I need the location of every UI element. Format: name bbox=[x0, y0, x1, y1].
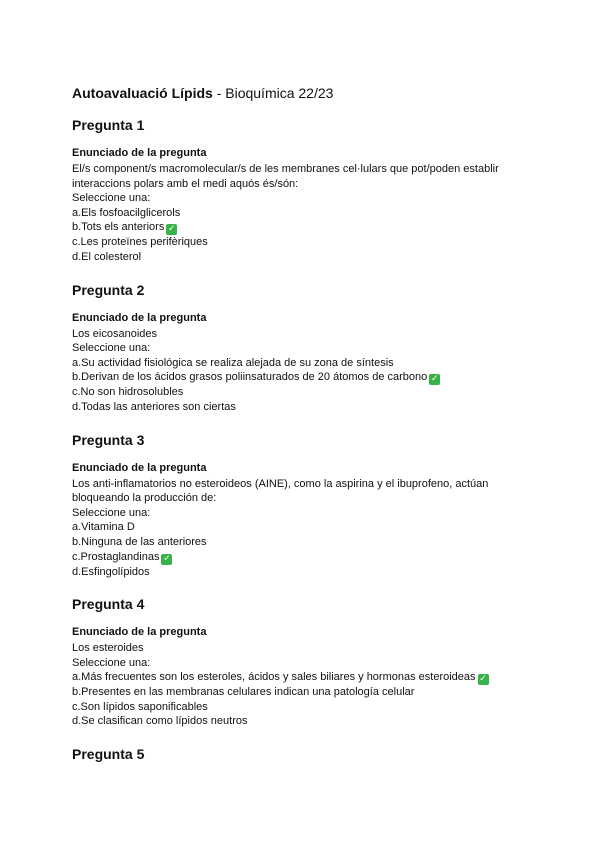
answer-option-text: c.No son hidrosolubles bbox=[72, 386, 184, 399]
answer-option bbox=[72, 206, 542, 221]
answer-option bbox=[72, 220, 542, 235]
answer-option bbox=[72, 250, 542, 265]
check-mark-icon: ✓ bbox=[163, 553, 171, 564]
check-mark-icon: ✓ bbox=[431, 374, 439, 385]
answer-option bbox=[72, 714, 542, 729]
answer-option bbox=[72, 550, 542, 565]
answer-option-text: c.Son lípidos saponificables bbox=[72, 700, 208, 713]
statement-text: bloqueando la producción de: bbox=[72, 492, 217, 505]
answer-option-text: b.Tots els anteriors bbox=[72, 221, 165, 234]
question-block bbox=[72, 281, 542, 431]
answer-option bbox=[72, 235, 542, 250]
question-block bbox=[72, 431, 542, 596]
answer-option-text: d.El colesterol bbox=[72, 250, 142, 263]
question-heading: Pregunta 2 bbox=[72, 281, 145, 298]
answer-option-text: b.Ninguna de las anteriores bbox=[72, 535, 207, 548]
answer-option-text: d.Todas las anteriores son ciertas bbox=[72, 400, 236, 413]
statement-text: Los anti-inflamatorios no esteroideos (AINE), como la aspirina y el ibuprofeno, actúan bbox=[72, 477, 489, 490]
answer-option-text: d.Esfingolípidos bbox=[72, 565, 150, 578]
document-title-main: Autoavaluació Lípids bbox=[72, 85, 213, 101]
questions-list bbox=[72, 116, 542, 763]
document-title bbox=[72, 84, 542, 102]
statement-text: interaccions polars amb el medi aquós és/són: bbox=[72, 177, 299, 190]
statement-text: Los esteroides bbox=[72, 642, 144, 655]
answer-option-text: a.Su actividad fisiológica se realiza alejada de su zona de síntesis bbox=[72, 356, 394, 369]
answer-option-text: b.Derivan de los ácidos grasos poliinsaturados de 20 átomos de carbono bbox=[72, 371, 428, 384]
question-block bbox=[72, 116, 542, 281]
answer-option bbox=[72, 400, 542, 415]
answer-option-text: a.Els fosfoacilglicerols bbox=[72, 206, 181, 219]
answer-option bbox=[72, 370, 542, 385]
answer-option bbox=[72, 670, 542, 685]
document-page bbox=[72, 84, 542, 775]
select-one-label: Seleccione una: bbox=[72, 656, 151, 669]
answer-option-text: c.Les proteïnes perifèriques bbox=[72, 236, 208, 249]
answer-option bbox=[72, 356, 542, 371]
answer-option bbox=[72, 385, 542, 400]
answer-option bbox=[72, 520, 542, 535]
answer-option-text: b.Presentes en las membranas celulares indican una patología celular bbox=[72, 686, 415, 699]
check-mark-icon: ✓ bbox=[168, 224, 176, 235]
answer-option-text: d.Se clasifican como lípidos neutros bbox=[72, 715, 248, 728]
answer-option bbox=[72, 700, 542, 715]
statement-label: Enunciado de la pregunta bbox=[72, 626, 207, 639]
question-heading: Pregunta 4 bbox=[72, 596, 145, 613]
statement-label: Enunciado de la pregunta bbox=[72, 311, 207, 324]
select-one-label: Seleccione una: bbox=[72, 342, 151, 355]
answer-option-text: a.Vitamina D bbox=[72, 521, 135, 534]
select-one-label: Seleccione una: bbox=[72, 192, 151, 205]
select-one-label: Seleccione una: bbox=[72, 506, 151, 519]
answer-option-text: a.Más frecuentes son los esteroles, ácidos y sales biliares y hormonas esteroideas bbox=[72, 671, 476, 684]
statement-text: El/s component/s macromolecular/s de les membranes cel·lulars que pot/poden establir bbox=[72, 163, 499, 175]
question-block bbox=[72, 745, 542, 763]
answer-option bbox=[72, 565, 542, 580]
document-title-subtitle: - Bioquímica 22/23 bbox=[212, 85, 334, 101]
statement-label: Enunciado de la pregunta bbox=[72, 147, 207, 159]
answer-option-text: c.Prostaglandinas bbox=[72, 550, 160, 563]
statement-text: Los eicosanoides bbox=[72, 327, 158, 340]
check-mark-icon: ✓ bbox=[479, 674, 487, 685]
question-heading: Pregunta 5 bbox=[72, 746, 145, 763]
answer-option bbox=[72, 535, 542, 550]
answer-option bbox=[72, 685, 542, 700]
question-heading: Pregunta 3 bbox=[72, 431, 145, 448]
statement-label: Enunciado de la pregunta bbox=[72, 461, 207, 474]
question-heading: Pregunta 1 bbox=[72, 117, 145, 133]
question-block bbox=[72, 595, 542, 745]
